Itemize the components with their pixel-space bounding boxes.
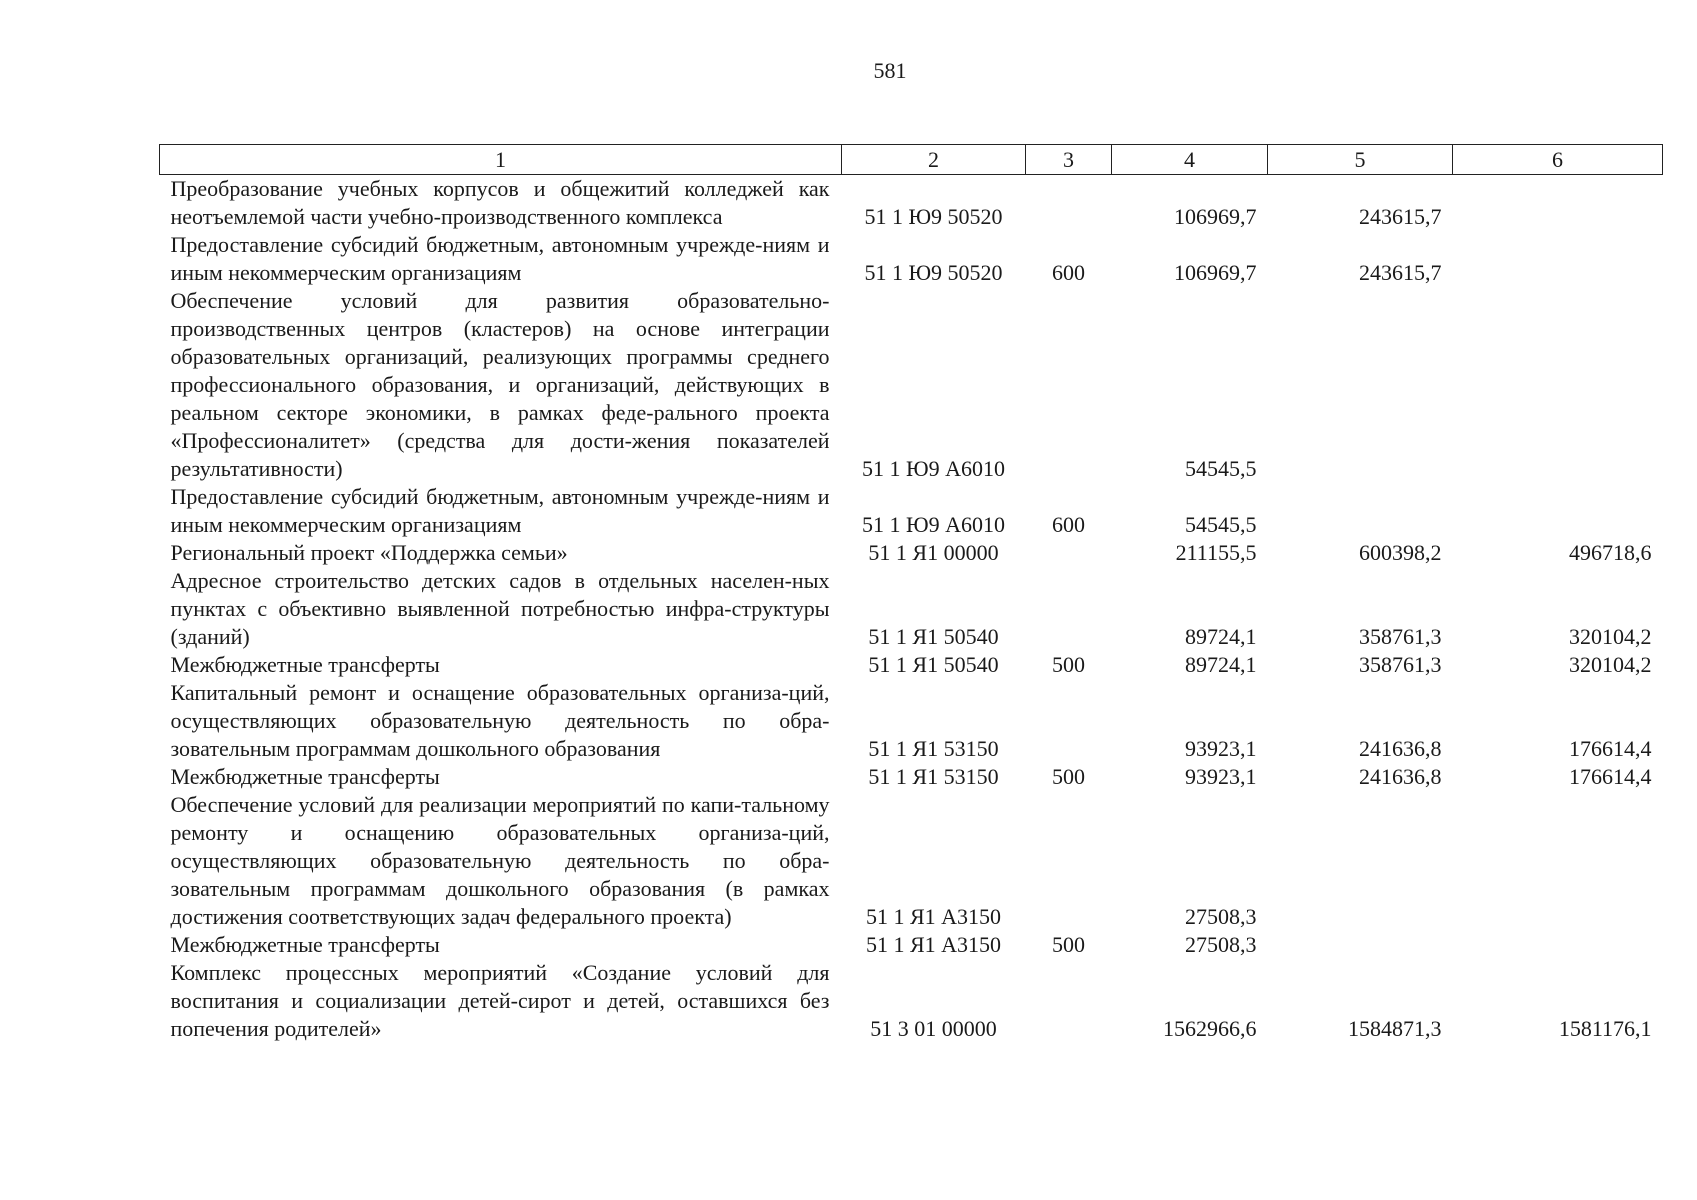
row-value-4: 93923,1 [1185,764,1257,789]
row-type: 500 [1052,652,1085,677]
row-code: 51 1 Я1 А3150 [865,932,1002,957]
header-col-1: 1 [160,145,842,175]
table-row [160,483,1663,539]
header-col-3: 3 [1026,145,1112,175]
row-value-5: 600398,2 [1359,540,1442,565]
row-value-5 [1268,287,1453,483]
row-value-6 [1453,931,1663,959]
row-type [1026,175,1112,232]
row-value-6: 176614,4 [1569,764,1652,789]
table-row [160,791,1663,931]
row-value-5: 358761,3 [1359,652,1442,677]
budget-table [159,144,1663,1043]
row-value-5 [1268,483,1453,539]
row-code: 51 1 Ю9 50520 [864,260,1003,285]
row-code: 51 1 Я1 00000 [868,540,999,565]
table-row [160,679,1663,763]
row-value-5: 243615,7 [1359,260,1442,285]
row-value-6: 496718,6 [1569,540,1652,565]
row-value-5: 1584871,3 [1348,1016,1442,1041]
row-value-6 [1453,231,1663,287]
row-code: 51 1 Я1 53150 [868,736,999,761]
row-name: Межбюджетные трансферты [170,764,440,789]
row-value-4: 54545,5 [1185,456,1257,481]
table-row [160,287,1663,483]
row-type [1026,287,1112,483]
row-code: 51 1 Ю9 50520 [864,204,1003,229]
header-col-4: 4 [1112,145,1268,175]
row-name: Комплекс процессных мероприятий «Создание условий для воспитания и социализации детей-сирот и детей, оставшихся без попечения родителей» [170,960,830,1041]
header-col-6: 6 [1453,145,1663,175]
row-type [1026,791,1112,931]
row-value-6: 320104,2 [1569,652,1652,677]
table-row [160,567,1663,651]
row-code: 51 1 Ю9 А6010 [862,456,1005,481]
row-code: 51 1 Я1 А3150 [865,904,1002,929]
row-name: Региональный проект «Поддержка семьи» [170,540,568,565]
row-value-4: 89724,1 [1185,624,1257,649]
table-row [160,931,1663,959]
table-row [160,539,1663,567]
row-value-4: 89724,1 [1185,652,1257,677]
row-name: Предоставление субсидий бюджетным, автономным учрежде-ниям и иным некоммерческим организациям [170,484,830,537]
table-row [160,231,1663,287]
row-value-4: 27508,3 [1185,904,1257,929]
row-type: 500 [1052,764,1085,789]
row-value-6: 320104,2 [1569,624,1652,649]
row-type: 500 [1052,932,1085,957]
row-name: Обеспечение условий для развития образовательно-производственных центров (кластеров) на основе интеграции образовательных организаций, реализующих программы среднего профессионального образования, и организаций, действующих в реальном секторе экономики, в рамках феде-рального проекта «Профессионалитет» (средства для дости-жения показателей результативности) [170,288,830,481]
row-value-4: 27508,3 [1185,932,1257,957]
table-row [160,175,1663,232]
row-value-6 [1453,175,1663,232]
row-value-5 [1268,931,1453,959]
row-value-4: 54545,5 [1185,512,1257,537]
header-col-2: 2 [842,145,1026,175]
row-name: Предоставление субсидий бюджетным, автономным учрежде-ниям и иным некоммерческим организациям [170,232,830,285]
row-type [1026,567,1112,651]
row-value-4: 93923,1 [1185,736,1257,761]
row-value-6 [1453,791,1663,931]
row-code: 51 1 Ю9 А6010 [862,512,1005,537]
row-type [1026,679,1112,763]
row-name: Обеспечение условий для реализации мероприятий по капи-тальному ремонту и оснащению образовательных организа-ций, осуществляющих образовательную деятельность по обра-зовательным программам дошкольного образования (в рамках достижения соответствующих задач федерального проекта) [170,792,830,929]
header-col-5: 5 [1268,145,1453,175]
row-code: 51 3 01 00000 [870,1016,997,1041]
row-value-5: 243615,7 [1359,204,1442,229]
row-name: Капитальный ремонт и оснащение образовательных организа-ций, осуществляющих образовательную деятельность по обра-зовательным программам дошкольного образования [170,680,830,761]
row-type [1026,959,1112,1043]
row-code: 51 1 Я1 50540 [868,652,999,677]
row-name: Межбюджетные трансферты [170,652,440,677]
row-name: Межбюджетные трансферты [170,932,440,957]
header-row [160,145,1663,175]
page-number: 581 [873,58,907,83]
row-type [1026,539,1112,567]
row-code: 51 1 Я1 53150 [868,764,999,789]
row-value-5: 358761,3 [1359,624,1442,649]
row-value-6: 176614,4 [1569,736,1652,761]
row-name: Преобразование учебных корпусов и общежитий колледжей как неотъемлемой части учебно-производственного комплекса [170,176,830,229]
table-row [160,959,1663,1043]
row-type: 600 [1052,512,1085,537]
row-value-6 [1453,483,1663,539]
row-value-5 [1268,791,1453,931]
row-type: 600 [1052,260,1085,285]
row-value-6 [1453,287,1663,483]
row-value-4: 106969,7 [1174,260,1257,285]
row-value-6: 1581176,1 [1558,1016,1652,1041]
table-row [160,651,1663,679]
row-value-5: 241636,8 [1359,764,1442,789]
row-value-4: 211155,5 [1175,540,1257,565]
table-row [160,763,1663,791]
row-value-4: 106969,7 [1174,204,1257,229]
row-name: Адресное строительство детских садов в отдельных населен-ных пунктах с объективно выявленной потребностью инфра-структуры (зданий) [170,568,830,649]
row-value-4: 1562966,6 [1163,1016,1257,1041]
row-value-5: 241636,8 [1359,736,1442,761]
row-code: 51 1 Я1 50540 [868,624,999,649]
